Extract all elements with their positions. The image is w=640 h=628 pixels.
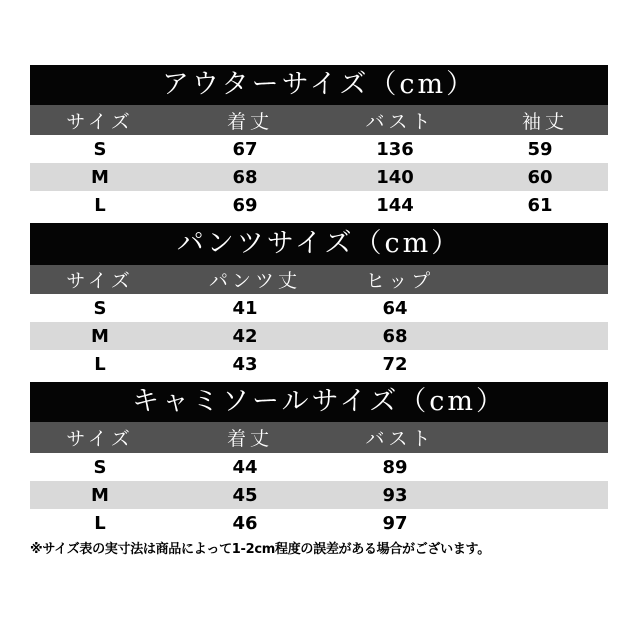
outer-size-title: アウターサイズ（cm） (30, 65, 608, 105)
pants-header-row (30, 265, 608, 294)
pants-size-title: パンツサイズ（cm） (30, 223, 608, 265)
outer-row-l-size: L (94, 194, 106, 216)
pants-row-l-hip: 72 (382, 353, 408, 375)
camisole-row-s-size: S (93, 456, 107, 478)
camisole-header-length: 着丈 (226, 428, 273, 450)
camisole-row-m-bust: 93 (382, 484, 408, 506)
camisole-size-table (30, 382, 608, 537)
pants-row-m (30, 322, 608, 350)
outer-row-m-size: M (91, 166, 109, 188)
pants-header-hip: ヒップ (365, 270, 435, 292)
camisole-row-s (30, 453, 608, 481)
pants-row-m-hip: 68 (382, 325, 408, 347)
outer-header-size: サイズ (66, 110, 134, 133)
pants-row-l (30, 350, 608, 378)
outer-row-m (30, 163, 608, 191)
pants-row-l-length: 43 (232, 353, 258, 375)
camisole-row-m (30, 481, 608, 509)
outer-header-row (30, 105, 608, 135)
pants-row-m-size: M (91, 325, 109, 347)
outer-header-length: 着丈 (226, 110, 273, 133)
camisole-header-bust: バスト (365, 428, 435, 450)
camisole-header-size: サイズ (66, 428, 134, 450)
camisole-size-title: キャミソールサイズ（cm） (30, 382, 608, 422)
camisole-row-l-size: L (94, 512, 106, 534)
camisole-row-m-length: 45 (232, 484, 258, 506)
outer-row-m-bust: 140 (376, 166, 414, 188)
outer-row-s-size: S (93, 138, 107, 160)
outer-row-s-bust: 136 (376, 138, 414, 160)
outer-row-m-length: 68 (232, 166, 258, 188)
outer-row-l (30, 191, 608, 219)
pants-row-s-length: 41 (232, 297, 258, 319)
pants-header-length: パンツ丈 (208, 270, 301, 292)
outer-header-bust: バスト (365, 110, 435, 133)
outer-row-s-sleeve: 59 (527, 138, 553, 160)
pants-row-s (30, 294, 608, 322)
outer-row-m-sleeve: 60 (527, 166, 553, 188)
camisole-row-l (30, 509, 608, 537)
outer-row-l-length: 69 (232, 194, 258, 216)
outer-row-s-length: 67 (232, 138, 258, 160)
size-note: ※サイズ表の実寸法は商品によって1-2cm程度の誤差がある場合がございます。 (30, 542, 490, 557)
outer-row-l-bust: 144 (376, 194, 414, 216)
pants-size-table (30, 223, 608, 378)
camisole-row-s-length: 44 (232, 456, 258, 478)
outer-header-sleeve: 袖丈 (521, 110, 568, 133)
camisole-row-m-size: M (91, 484, 109, 506)
pants-header-size: サイズ (66, 270, 134, 292)
camisole-row-l-length: 46 (232, 512, 258, 534)
outer-row-l-sleeve: 61 (527, 194, 553, 216)
pants-row-s-hip: 64 (382, 297, 408, 319)
outer-size-table (30, 65, 608, 219)
pants-row-l-size: L (94, 353, 106, 375)
pants-row-m-length: 42 (232, 325, 258, 347)
outer-row-s (30, 135, 608, 163)
pants-row-s-size: S (93, 297, 107, 319)
camisole-header-row (30, 422, 608, 453)
camisole-row-s-bust: 89 (382, 456, 408, 478)
camisole-row-l-bust: 97 (382, 512, 408, 534)
